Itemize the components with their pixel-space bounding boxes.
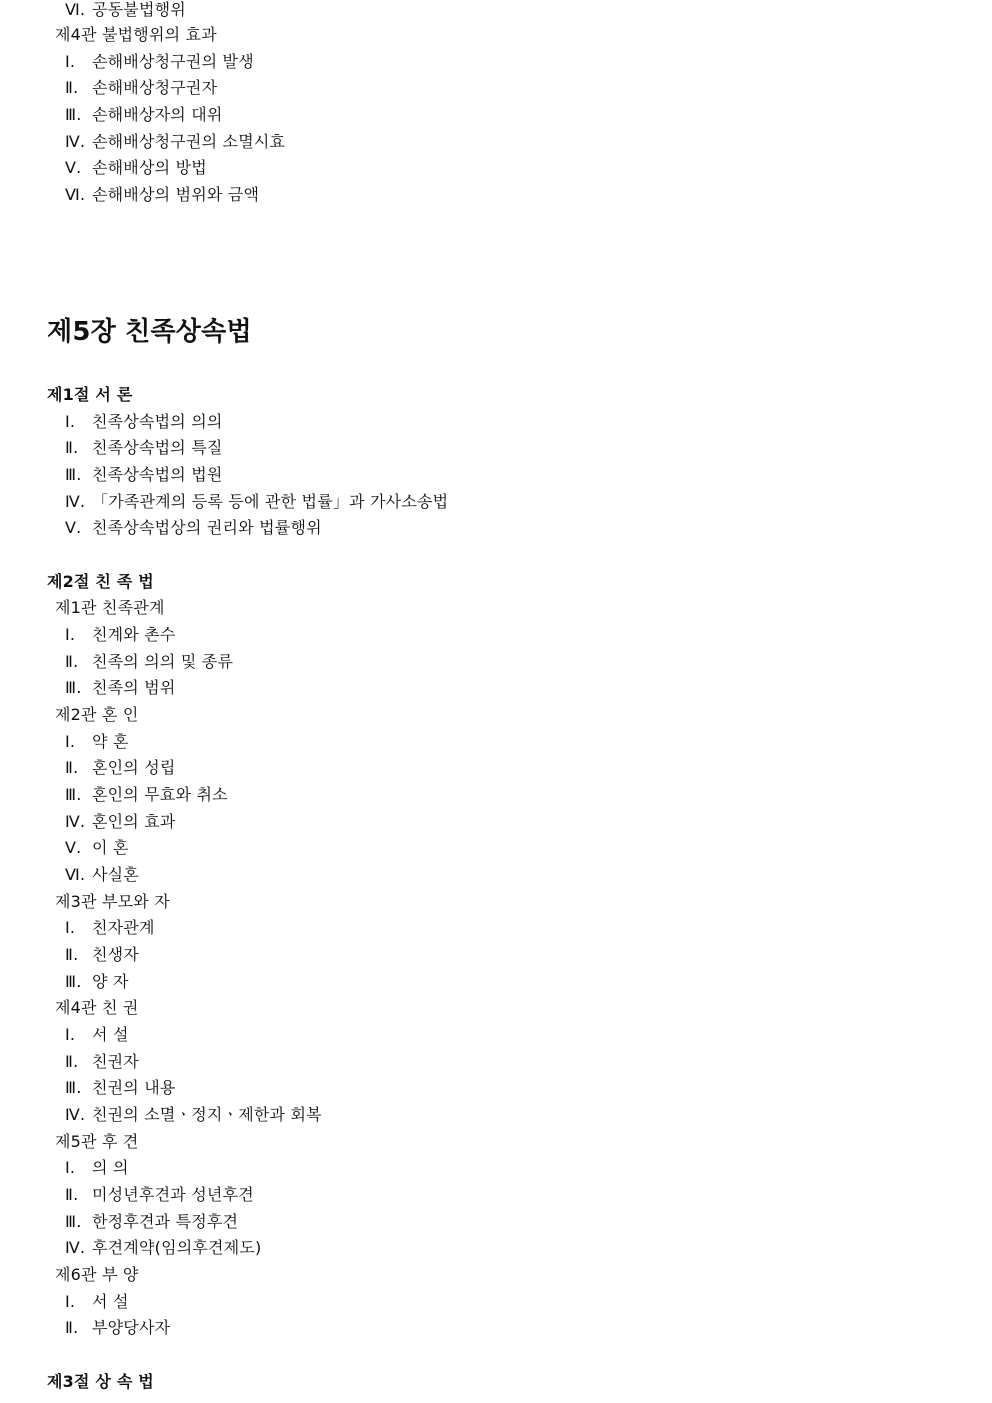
toc-item: Ⅱ. 친족상속법의 특질 [65, 438, 223, 457]
toc-item: Ⅴ. 손해배상의 방법 [65, 158, 207, 177]
toc-item: Ⅲ. 혼인의 무효와 취소 [65, 785, 228, 804]
toc-item: Ⅰ. 친족상속법의 의의 [65, 412, 223, 431]
toc-item: Ⅳ. 친권의 소멸ㆍ정지ㆍ제한과 회복 [65, 1105, 322, 1124]
section-title: 제2절 친 족 법 [47, 572, 154, 591]
toc-item: Ⅳ. 손해배상청구권의 소멸시효 [65, 132, 286, 151]
toc-item: Ⅳ. 후견계약(임의후견제도) [65, 1238, 262, 1257]
toc-item: Ⅲ. 한정후견과 특정후견 [65, 1212, 239, 1231]
toc-item: Ⅲ. 친권의 내용 [65, 1078, 176, 1097]
toc-item: Ⅱ. 부양당사자 [65, 1318, 171, 1337]
toc-gwan-heading: 제1관 친족관계 [55, 598, 165, 617]
toc-gwan-heading: 제6관 부 양 [55, 1265, 139, 1284]
toc-item: Ⅵ. 손해배상의 범위와 금액 [65, 185, 260, 204]
toc-item: Ⅰ. 서 설 [65, 1292, 129, 1311]
toc-item: Ⅱ. 혼인의 성립 [65, 758, 176, 777]
toc-gwan-heading: 제5관 후 견 [55, 1132, 139, 1151]
toc-item: Ⅵ. 사실혼 [65, 865, 139, 884]
toc-gwan-heading: 제4관 친 권 [55, 998, 139, 1017]
toc-item: Ⅰ. 약 혼 [65, 732, 129, 751]
toc-item: Ⅱ. 친족의 의의 및 종류 [65, 652, 234, 671]
toc-item: Ⅰ. 의 의 [65, 1158, 129, 1177]
toc-gwan-heading: 제4관 불법행위의 효과 [55, 25, 217, 44]
toc-item: Ⅱ. 친생자 [65, 945, 139, 964]
section-title: 제3절 상 속 법 [47, 1372, 154, 1391]
toc-item: Ⅴ. 이 혼 [65, 838, 129, 857]
toc-item: Ⅳ. 「가족관계의 등록 등에 관한 법률」과 가사소송법 [65, 492, 449, 511]
toc-item: Ⅲ. 친족의 범위 [65, 678, 176, 697]
toc-item: Ⅴ. 친족상속법상의 권리와 법률행위 [65, 518, 322, 537]
chapter-title: 제5장 친족상속법 [47, 317, 252, 347]
toc-gwan-heading: 제2관 혼 인 [55, 705, 139, 724]
toc-gwan-heading: 제3관 부모와 자 [55, 892, 170, 911]
toc-item: Ⅲ. 양 자 [65, 972, 129, 991]
section-title: 제1절 서 론 [47, 385, 133, 404]
toc-item: Ⅱ. 손해배상청구권자 [65, 78, 218, 97]
toc-item: Ⅵ. 공동불법행위 [65, 0, 186, 19]
toc-item: Ⅰ. 친자관계 [65, 918, 155, 937]
toc-item: Ⅰ. 친계와 촌수 [65, 625, 176, 644]
toc-item: Ⅲ. 손해배상자의 대위 [65, 105, 223, 124]
toc-item: Ⅱ. 미성년후견과 성년후견 [65, 1185, 254, 1204]
toc-item: Ⅳ. 혼인의 효과 [65, 812, 176, 831]
toc-item: Ⅰ. 서 설 [65, 1025, 129, 1044]
toc-item: Ⅱ. 친권자 [65, 1052, 139, 1071]
toc-item: Ⅰ. 손해배상청구권의 발생 [65, 52, 254, 71]
toc-item: Ⅲ. 친족상속법의 법원 [65, 465, 223, 484]
